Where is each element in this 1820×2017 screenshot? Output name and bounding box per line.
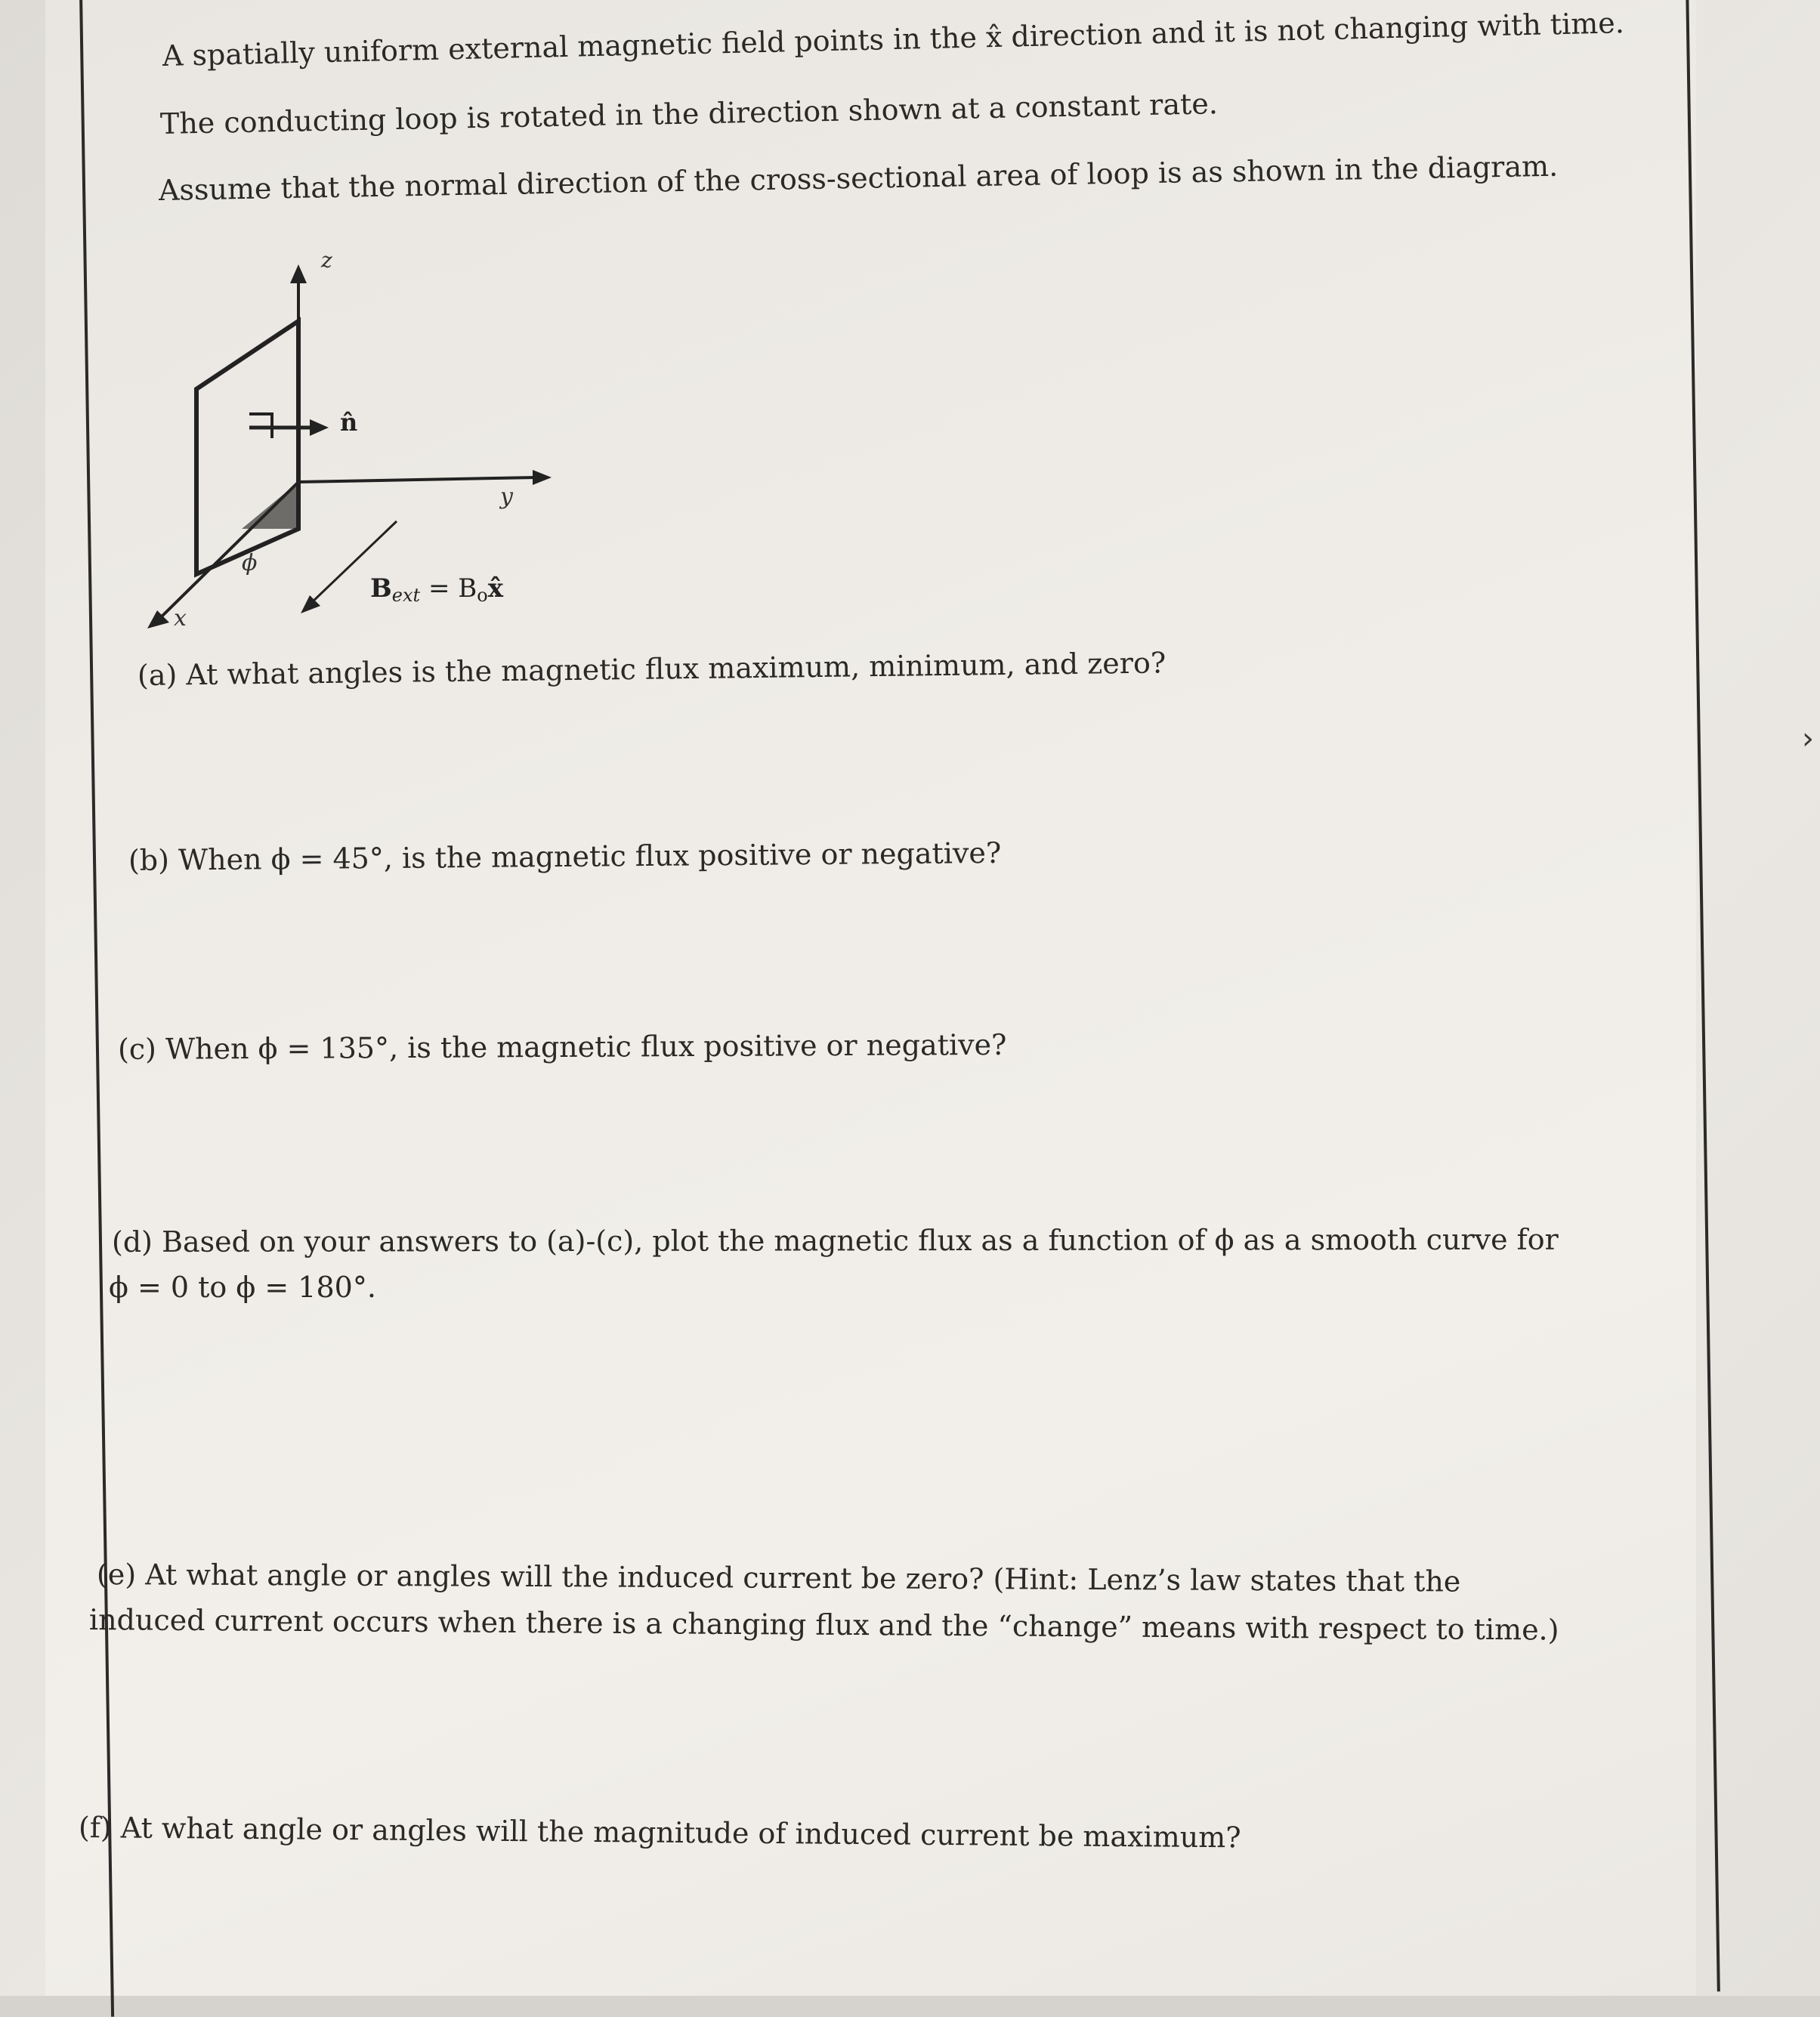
- intro-line-1: A spatially uniform external magnetic field points in the x̂ direction and it is not changing with time.: [162, 6, 1625, 73]
- field-magnitude-subscript: o: [477, 585, 488, 606]
- y-arrowhead: [533, 470, 552, 485]
- edge-mark: ›: [1802, 721, 1814, 756]
- loop-diagram: [128, 249, 582, 642]
- question-f: (f) At what angle or angles will the magnitude of induced current be maximum?: [78, 1811, 1241, 1855]
- question-d-line-2: ϕ = 0 to ϕ = 180°.: [109, 1271, 376, 1304]
- field-equals: = B: [420, 573, 477, 604]
- y-axis-label: y: [500, 483, 513, 510]
- normal-vector-arrowhead: [310, 419, 329, 436]
- y-axis: [298, 477, 536, 482]
- question-b: (b) When ϕ = 45°, is the magnetic flux positive or negative?: [128, 836, 1002, 877]
- question-e-line-2: induced current occurs when there is a changing flux and the “change” means with respect to time.): [88, 1603, 1559, 1647]
- question-d-line-1: (d) Based on your answers to (a)-(c), plot the magnetic flux as a function of ϕ as a smooth curve for: [111, 1222, 1559, 1259]
- normal-label: n̂: [340, 408, 358, 437]
- intro-line-3: Assume that the normal direction of the cross-sectional area of loop is as shown in the diagram.: [158, 149, 1559, 207]
- intro-line-2: The conducting loop is rotated in the direction shown at a constant rate.: [159, 87, 1219, 141]
- question-c: (c) When ϕ = 135°, is the magnetic flux positive or negative?: [117, 1027, 1007, 1066]
- conducting-loop: [196, 321, 298, 574]
- z-axis-label: z: [321, 249, 332, 273]
- field-equation: [370, 573, 504, 606]
- question-a: (a) At what angles is the magnetic flux maximum, minimum, and zero?: [137, 646, 1166, 692]
- field-unit-vector: x̂: [487, 573, 503, 604]
- x-axis: [159, 482, 298, 619]
- question-e-line-1: (e) At what angle or angles will the induced current be zero? (Hint: Lenz’s law states that the: [96, 1558, 1461, 1598]
- z-arrowhead: [290, 264, 307, 283]
- field-subscript: ext: [391, 585, 421, 606]
- field-symbol: B: [370, 573, 392, 604]
- phi-label: ϕ: [242, 550, 258, 576]
- x-axis-label: x: [174, 605, 187, 632]
